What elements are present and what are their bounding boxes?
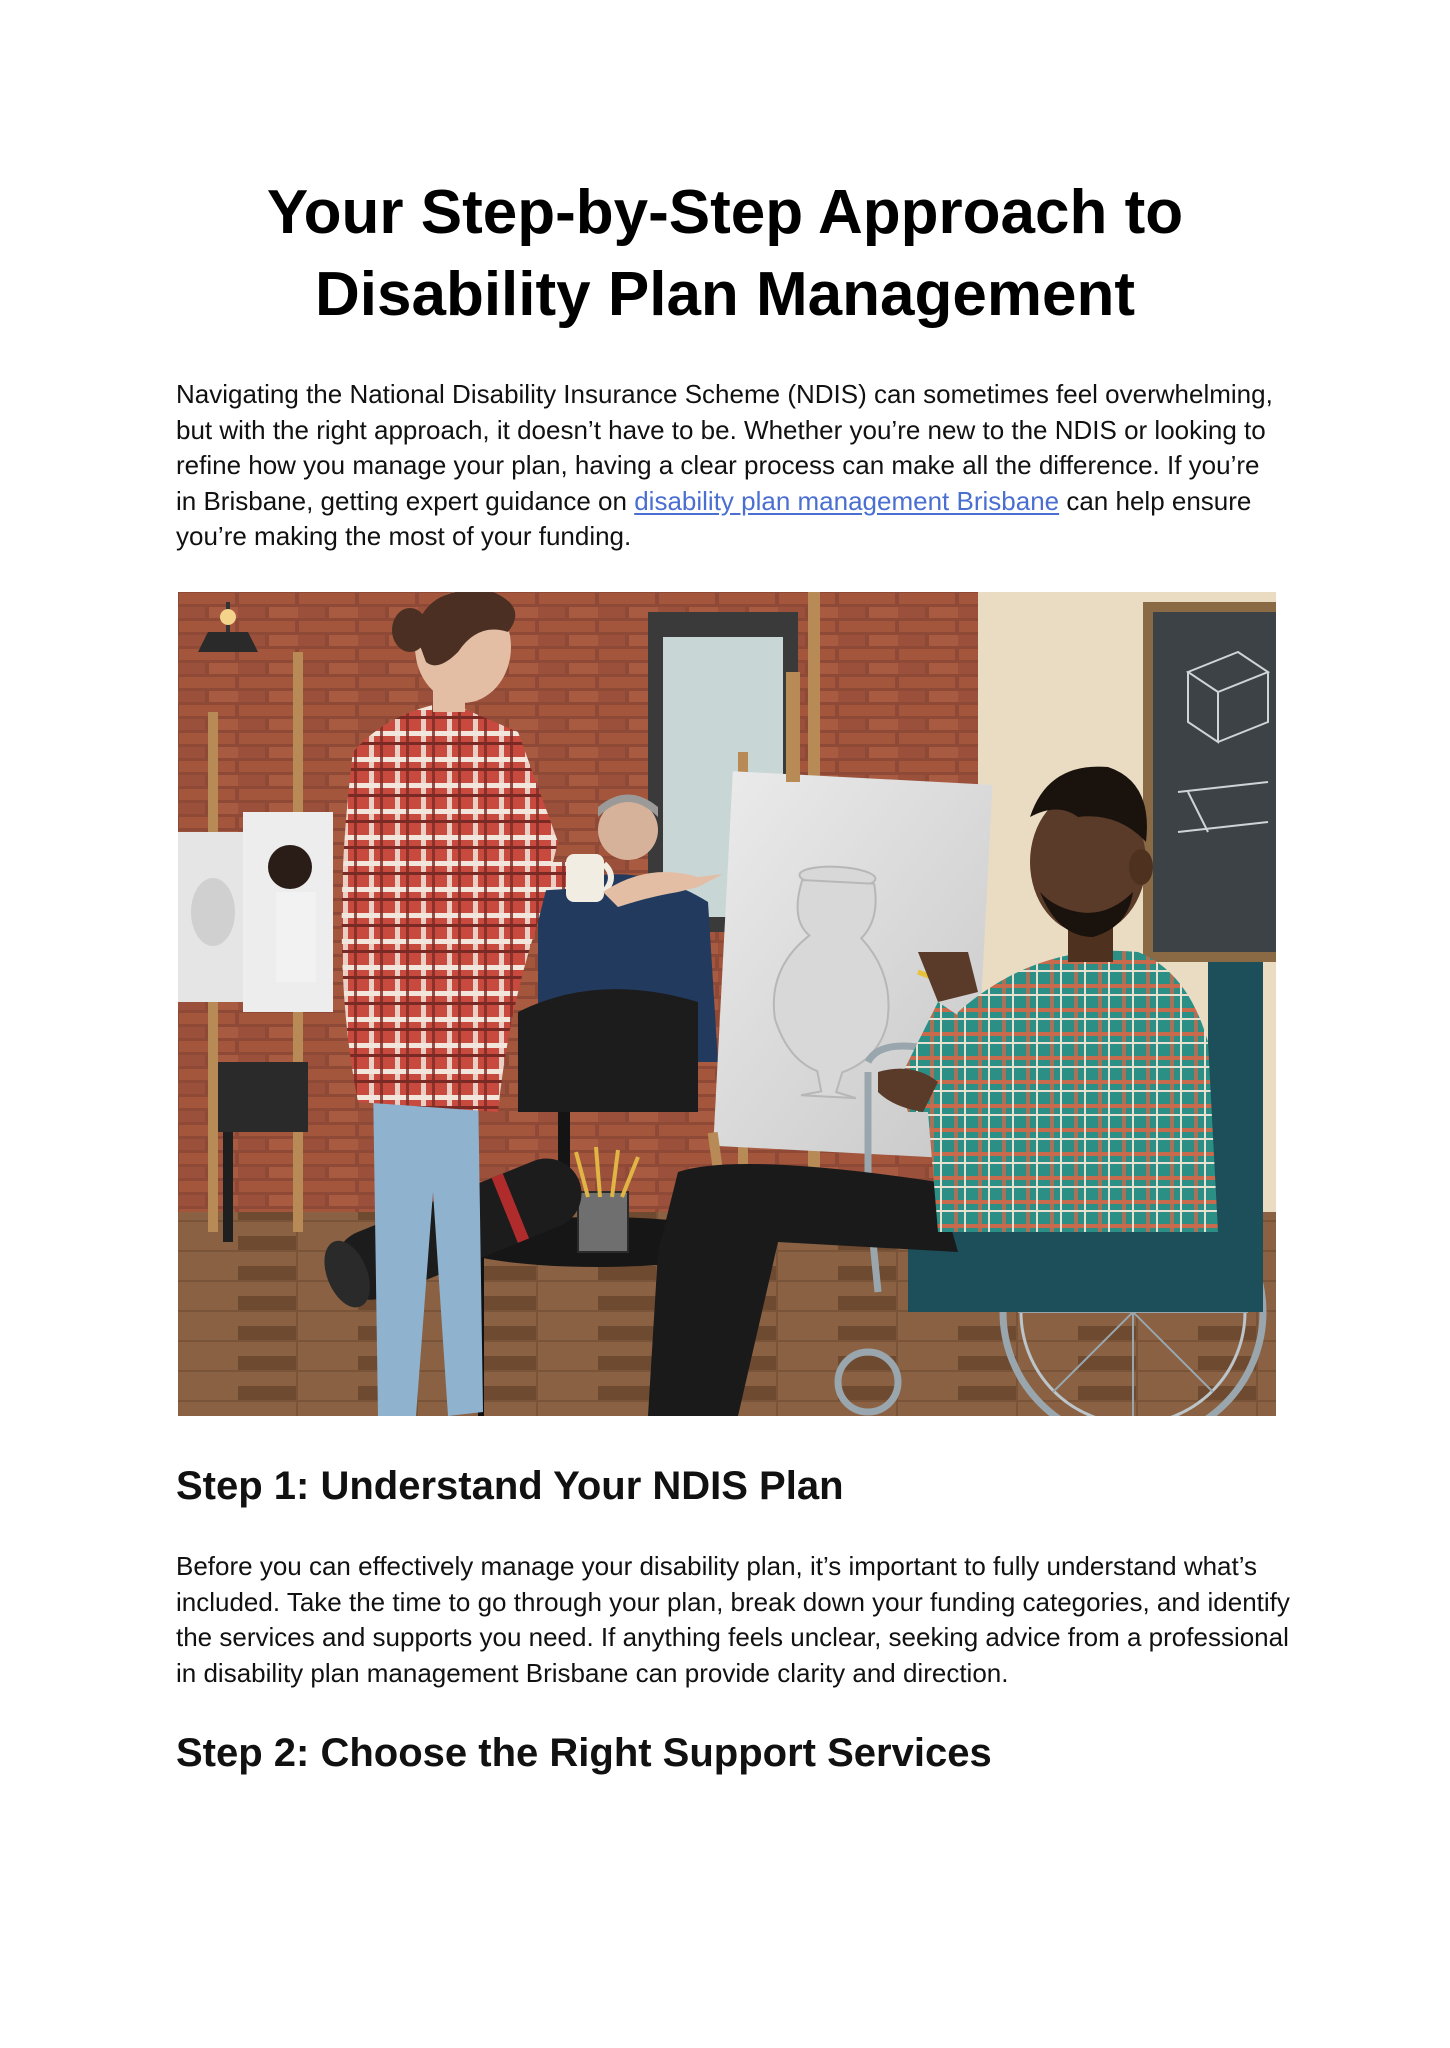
- intro-paragraph: [176, 377, 1281, 555]
- art-class-illustration: [178, 592, 1276, 1416]
- disability-plan-management-brisbane-link[interactable]: disability plan management Brisbane: [634, 485, 1060, 516]
- step-1-heading: Step 1: Understand Your NDIS Plan: [176, 1464, 844, 1508]
- page-title-line-1: Your Step-by-Step Approach to: [266, 178, 1184, 247]
- page-title: [160, 172, 1290, 336]
- step-1-paragraph: Before you can effectively manage your disability plan, it’s important to fully understand what’s included. Take the time to go through your plan, break down your funding categories, and identify the services and supports you need. If anything feels unclear, seeking advice from a professional in disability plan management Brisbane can provide clarity and direction.: [176, 1551, 1290, 1688]
- intro-text-after-link: can help ensure you’re making the most of your funding.: [176, 485, 1252, 551]
- page-title-line-2: Disability Plan Management: [315, 260, 1135, 329]
- intro-text-before-link: Navigating the National Disability Insurance Scheme (NDIS) can sometimes feel overwhelming, but with the right approach, it doesn’t have to be. Whether you’re new to the NDIS or looking to refine how you manage your plan, having a clear process can make all the difference. If you’re in Brisbane, getting expert guidance on: [176, 379, 1273, 516]
- art-class-photo: [178, 592, 1276, 1416]
- step-2-heading: Step 2: Choose the Right Support Services: [176, 1731, 992, 1775]
